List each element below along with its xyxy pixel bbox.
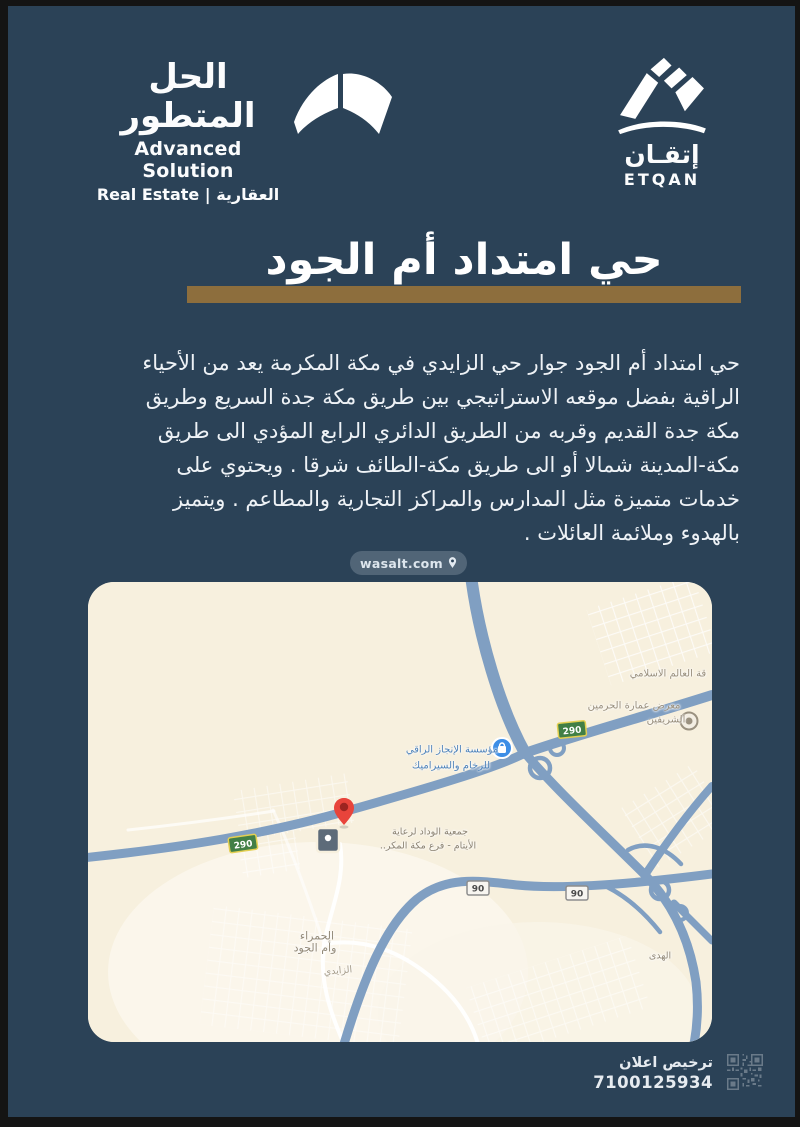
map-label-alzaidi: الزايدي	[323, 964, 353, 978]
description-line: مكة-المدينة شمالا أو الى طريق مكة-الطائف شرقا . ويحتوي على	[176, 453, 740, 477]
license-info	[593, 1053, 713, 1093]
building-poi-icon	[317, 828, 339, 852]
map-label-marble-1: مؤسسة الإنجاز الراقي	[405, 744, 499, 756]
route-shield-90-left	[467, 881, 489, 895]
description-line: حي امتداد أم الجود جوار حي الزايدي في مكة المكرمة يعد من الأحياء	[142, 351, 740, 375]
brand-subtitle-english: Advanced Solution	[134, 138, 242, 183]
description-line: الراقية بفضل موقعه الاستراتيجي بين طريق مكة جدة السريع وطريق	[145, 385, 740, 409]
frame-top	[0, 0, 800, 6]
etqan-mark-icon	[612, 56, 712, 138]
wasalt-text: wasalt.com	[360, 555, 443, 571]
etqan-logo	[606, 56, 718, 189]
frame-left	[0, 0, 8, 1127]
license-number: 7100125934	[593, 1073, 713, 1092]
book-logo-icon	[286, 70, 398, 154]
brand-logo	[90, 58, 286, 204]
brand-title-arabic: الحل المتطور	[120, 57, 256, 137]
map-label-orphan-care-2: الأيتام - فرع مكة المكر..	[379, 840, 477, 852]
route-shield-290-right	[557, 721, 586, 739]
route-shield-90-right	[566, 886, 588, 900]
map-label-district-2: وأم الجود	[293, 941, 337, 955]
map-card	[88, 582, 712, 1042]
map-label-exhibition-1: معرض عمارة الحرمين	[587, 700, 681, 712]
map-label-alhuda: الهدى	[648, 950, 672, 962]
map-label-exhibition-2: الشريفين	[646, 714, 686, 726]
map-label-orphan-care-1: جمعية الوداد لرعاية	[392, 826, 468, 838]
route-shield-290-left	[228, 834, 258, 853]
etqan-name-english: ETQAN	[623, 170, 701, 189]
frame-bottom	[0, 1117, 800, 1127]
svg-text:290: 290	[233, 839, 254, 852]
map-pin-small-icon	[448, 557, 457, 569]
map-label-district-1: الحمراء	[299, 929, 335, 943]
description-line: بالهدوء وملائمة العائلات .	[523, 521, 740, 545]
description-line: مكة جدة القديم وقربه من الطريق الدائري الرابع المؤدي الى طريق	[157, 419, 740, 443]
wasalt-watermark	[350, 551, 467, 575]
svg-text:290: 290	[562, 725, 583, 738]
etqan-name-arabic: إتقـان	[624, 140, 700, 169]
neighborhood-description	[58, 346, 740, 550]
svg-text:90: 90	[570, 889, 584, 900]
license-label: ترخيص اعلان	[619, 1055, 713, 1071]
map-label-islamic-world: قة العالم الاسلامي	[629, 668, 707, 680]
map-roads-graphic	[88, 582, 712, 1042]
page-title: حي امتداد أم الجود	[265, 235, 663, 285]
qr-code-icon	[727, 1053, 763, 1091]
title-section	[187, 228, 741, 308]
svg-text:90: 90	[471, 884, 485, 895]
brand-line-real-estate: Real Estate | العقارية	[96, 185, 280, 205]
map-label-marble-2: للرخام والسيراميك	[411, 760, 491, 772]
frame-right	[795, 0, 800, 1127]
description-line: خدمات متميزة مثل المدارس والمراكز التجارية والمطاعم . ويتميز	[173, 487, 740, 511]
